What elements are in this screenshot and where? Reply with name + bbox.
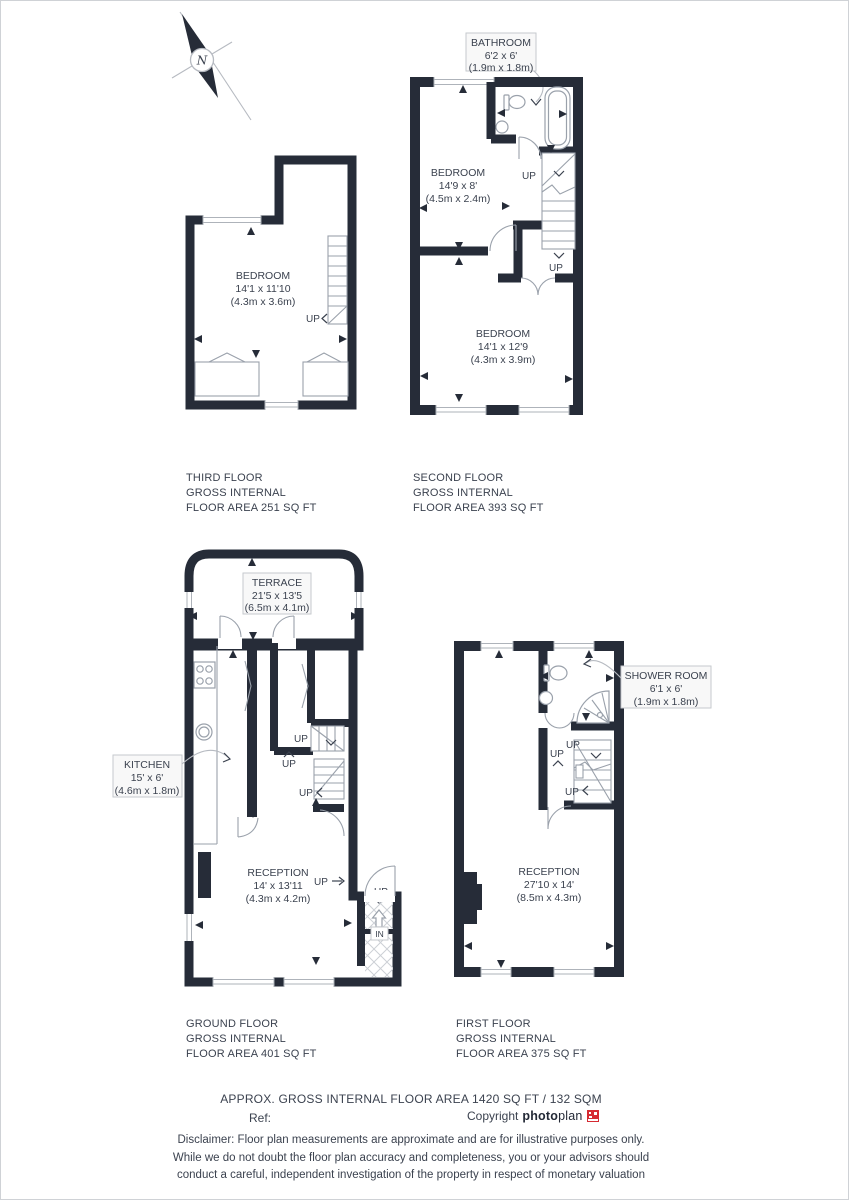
staircase [328,236,347,324]
caption-line: GROSS INTERNAL [456,1033,556,1045]
up-label: UP [294,734,308,745]
room-dimensions-metric: (4.3m x 3.6m) [230,296,296,308]
total-floor-area: APPROX. GROSS INTERNAL FLOOR AREA 1420 SQ FT / 132 SQM [220,1092,602,1106]
room-dimensions-metric: (4.5m x 2.4m) [425,193,491,205]
caption-line: GROSS INTERNAL [186,1033,286,1045]
window [519,404,569,416]
door-arc [490,225,516,251]
chimney-breast [198,852,211,898]
room-dimensions-imperial: 14'1 x 11'10 [235,283,291,295]
chimney-breast [477,884,482,910]
compass-icon [156,6,281,126]
floor-caption-first [456,1017,587,1062]
window [353,592,364,608]
window [265,399,298,411]
direction-arrow-icon [194,335,202,343]
room-dimensions-imperial: 21'5 x 13'5 [251,590,303,602]
leader-arrow-icon [584,659,591,667]
up-label: UP [522,171,536,182]
in-label: IN [375,929,384,939]
eaves [195,353,348,396]
door-arc [238,817,258,837]
direction-arrow-icon [455,394,463,402]
direction-arrow-icon [344,919,352,927]
direction-arrow-icon [229,650,237,658]
ref-label: Ref: [249,1111,272,1125]
window [554,966,594,978]
up-label: UP [550,749,564,760]
floor-caption-ground [186,1017,317,1062]
terrace-door [218,616,242,649]
window [213,976,274,988]
entry-lobby [364,866,398,977]
chimney-breast [464,872,477,924]
toilet [504,95,525,110]
stove [194,662,215,688]
room-name: BEDROOM [430,167,486,179]
up-label: UP [306,314,320,325]
direction-arrow-icon [312,957,320,965]
sink [496,121,508,133]
bathtub [545,87,570,149]
room-dimensions-metric: (4.3m x 3.9m) [470,354,536,366]
room-dimensions-metric: (1.9m x 1.8m) [468,62,534,74]
caption-line: FLOOR AREA 251 SQ FT [186,502,317,514]
staircase [542,153,575,249]
up-label: UP [299,788,313,799]
room-dimensions-imperial: 6'2 x 6' [484,50,518,62]
up-chevron-icon [554,253,564,258]
third-floor-plan [181,149,381,424]
compass-north-letter: N [196,53,208,68]
caption-line: GROSS INTERNAL [413,487,513,499]
up-label: UP [282,759,296,770]
door-arc [320,810,344,836]
photoplan-logo-icon [587,1110,599,1122]
window [203,214,261,226]
kitchen-counter [194,646,217,844]
window [434,76,494,88]
room-dimensions-imperial: 27'10 x 14' [523,879,575,891]
staircase [311,726,344,799]
floor-caption-second [413,471,544,516]
room-dimensions-metric: (1.9m x 1.8m) [633,696,699,708]
up-label: UP [566,740,580,751]
up-chevron-icon [553,761,563,766]
up-chevron-icon [322,314,327,323]
copyright-label: Copyright [467,1109,519,1123]
double-door-arcs [545,713,574,728]
up-label: UP [549,263,563,274]
disclaimer-line: Disclaimer: Floor plan measurements are approximate and are for illustrative purposes only. [177,1134,645,1146]
door-arc [519,137,541,159]
direction-arrow-icon [497,109,505,117]
disclaimer-line: conduct a careful, independent investigation of the property in respect of monetary valuation [177,1169,645,1181]
direction-arrow-icon [248,558,256,566]
room-dimensions-imperial: 14'1 x 12'9 [477,341,529,353]
brand-photo: photo [522,1109,559,1123]
room-dimensions-metric: (6.5m x 4.1m) [244,602,310,614]
floor-caption-third [186,471,317,516]
room-name: BEDROOM [475,328,531,340]
room-name: BEDROOM [235,270,291,282]
room-dimensions-imperial: 6'1 x 6' [649,683,683,695]
caption-line: FIRST FLOOR [456,1018,531,1030]
room-dimensions-imperial: 14' x 13'11 [253,880,303,892]
caption-line: THIRD FLOOR [186,472,263,484]
second-floor-plan [399,21,611,421]
caption-line: GROUND FLOOR [186,1018,279,1030]
sink [540,692,553,705]
caption-line: GROSS INTERNAL [186,487,286,499]
photoplan-brand [522,1109,582,1123]
window [554,640,594,652]
double-door-arcs [521,278,555,295]
room-name: KITCHEN [123,759,171,771]
room-dimensions-metric: (4.6m x 1.8m) [114,785,180,797]
window [481,966,511,978]
direction-arrow-icon [606,674,614,682]
corner-shower [577,691,609,723]
direction-arrow-icon [455,257,463,265]
brand-plan: plan [558,1109,583,1123]
room-name: SHOWER ROOM [624,670,708,682]
window [183,592,194,608]
up-label: UP [565,787,579,798]
room-name: RECEPTION [518,866,580,878]
direction-arrow-icon [606,942,614,950]
room-name: BATHROOM [471,37,531,49]
room-dimensions-metric: (8.5m x 4.3m) [516,892,582,904]
direction-arrow-icon [502,202,510,210]
caption-line: SECOND FLOOR [413,472,504,484]
window [184,914,194,941]
direction-arrow-icon [464,942,472,950]
disclaimer [111,1132,711,1185]
ground-floor-plan [101,546,413,1011]
caption-line: FLOOR AREA 375 SQ FT [456,1048,587,1060]
direction-arrow-icon [195,921,203,929]
room-name: TERRACE [251,577,303,589]
direction-arrow-icon [419,204,427,212]
direction-arrow-icon [339,335,347,343]
direction-arrow-icon [252,350,260,358]
caption-line: FLOOR AREA 401 SQ FT [186,1048,317,1060]
direction-arrow-icon [565,375,573,383]
disclaimer-line: While we do not doubt the floor plan accuracy and completeness, you or your advisors should [172,1151,650,1164]
direction-arrow-icon [247,227,255,235]
window [481,640,513,652]
direction-arrow-icon [420,372,428,380]
room-dimensions-imperial: 14'9 x 8' [438,180,478,192]
copyright-line [467,1109,599,1123]
first-floor-plan [446,636,721,986]
room-name: RECEPTION [247,867,309,879]
window [284,976,334,988]
up-label: UP [314,877,328,888]
window [436,404,486,416]
caption-line: FLOOR AREA 393 SQ FT [413,502,544,514]
room-dimensions-metric: (4.3m x 4.2m) [245,893,311,905]
room-dimensions-imperial: 15' x 6' [130,772,164,784]
